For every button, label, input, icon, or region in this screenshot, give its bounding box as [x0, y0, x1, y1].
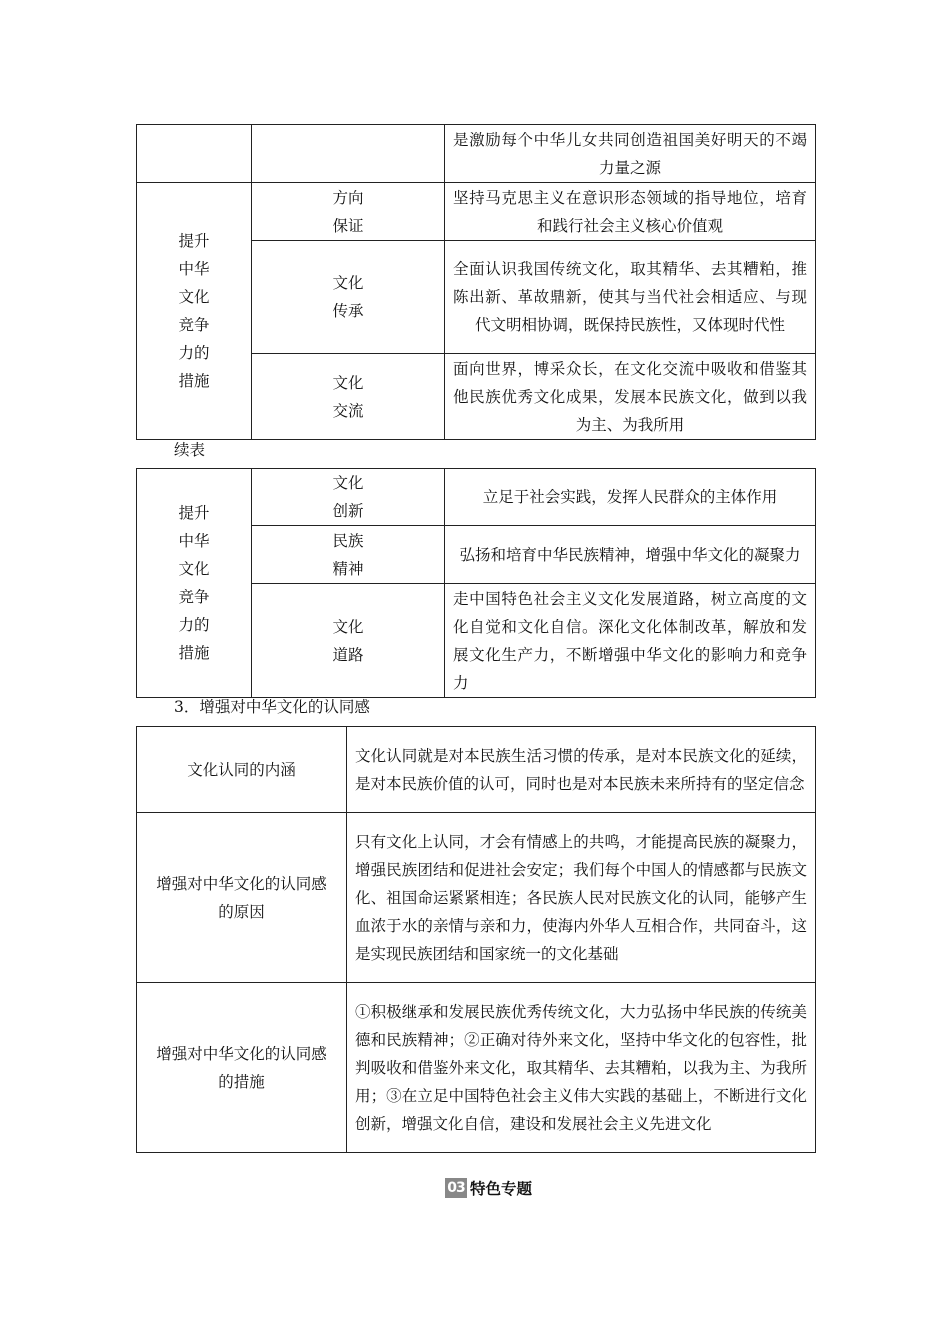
section-heading: 3．增强对中华文化的认同感 — [174, 698, 370, 716]
row-label: 民族 精神 — [332, 531, 364, 578]
content-cell: 是激励每个中华儿女共同创造祖国美好明天的不竭力量之源 — [445, 125, 816, 183]
feature-section-heading — [445, 1176, 532, 1200]
table-row — [137, 183, 816, 241]
row-label-cell: 增强对中华文化的认同感的措施 — [137, 983, 347, 1153]
section-title: 特色专题 — [470, 1180, 533, 1198]
content-cell: ①积极继承和发展民族优秀传统文化，大力弘扬中华民族的传统美德和民族精神；②正确对待外来文化，坚持中华文化的包容性，批判吸收和借鉴外来文化，取其精华、去其糟粕，以我为主、为我所用；③在立足中国特色社会主义伟大实践的基础上，不断进行文化创新，增强文化自信，建设和发展社会主义先进文化 — [347, 983, 816, 1153]
row-label-cell — [252, 584, 445, 698]
measures-table-part2 — [136, 468, 816, 698]
table-row — [137, 469, 816, 526]
empty-cell — [137, 125, 252, 183]
content-cell: 全面认识我国传统文化，取其精华、去其糟粕，推陈出新、革故鼎新，使其与当代社会相适应、与现代文明相协调，既保持民族性，又体现时代性 — [445, 241, 816, 354]
content-cell: 面向世界，博采众长，在文化交流中吸收和借鉴其他民族优秀文化成果，发展本民族文化，做到以我为主、为我所用 — [445, 354, 816, 440]
group-label: 提升 中华 文化 竞争 力的 措施 — [178, 504, 210, 662]
row-label: 方向 保证 — [332, 188, 364, 235]
row-label-cell — [252, 241, 445, 354]
group-label: 提升 中华 文化 竞争 力的 措施 — [178, 232, 210, 390]
continued-caption: 续表 — [174, 441, 206, 459]
row-label-cell: 增强对中华文化的认同感的原因 — [137, 813, 347, 983]
row-label-cell — [252, 354, 445, 440]
table-row — [137, 983, 816, 1153]
row-label: 文化 交流 — [332, 373, 364, 420]
content-cell: 弘扬和培育中华民族精神，增强中华文化的凝聚力 — [445, 526, 816, 584]
row-label-cell: 文化认同的内涵 — [137, 727, 347, 813]
row-label: 文化 道路 — [332, 617, 364, 664]
group-label-cell — [137, 469, 252, 698]
row-label: 文化 创新 — [332, 474, 364, 520]
group-label-cell — [137, 183, 252, 440]
row-label-cell — [252, 526, 445, 584]
empty-cell — [252, 125, 445, 183]
content-cell: 走中国特色社会主义文化发展道路，树立高度的文化自觉和文化自信。深化文化体制改革，解放和发展文化生产力，不断增强中华文化的影响力和竞争力 — [445, 584, 816, 698]
table-row — [137, 727, 816, 813]
table-row — [137, 813, 816, 983]
content-cell: 只有文化上认同，才会有情感上的共鸣，才能提高民族的凝聚力，增强民族团结和促进社会安定；我们每个中国人的情感都与民族文化、祖国命运紧紧相连；各民族人民对民族文化的认同，能够产生血浓于水的亲情与亲和力，使海内外华人互相合作，共同奋斗，这是实现民族团结和国家统一的文化基础 — [347, 813, 816, 983]
section-number-badge: 03 — [445, 1178, 467, 1198]
content-cell: 坚持马克思主义在意识形态领域的指导地位，培育和践行社会主义核心价值观 — [445, 183, 816, 241]
cultural-identity-table — [136, 726, 816, 1153]
row-label-cell — [252, 183, 445, 241]
table-row — [137, 125, 816, 183]
row-label: 文化 传承 — [332, 274, 364, 320]
measures-table-part1 — [136, 124, 816, 440]
content-cell: 立足于社会实践，发挥人民群众的主体作用 — [445, 469, 816, 526]
content-cell: 文化认同就是对本民族生活习惯的传承，是对本民族文化的延续，是对本民族价值的认可，同时也是对本民族未来所持有的坚定信念 — [347, 727, 816, 813]
row-label-cell — [252, 469, 445, 526]
